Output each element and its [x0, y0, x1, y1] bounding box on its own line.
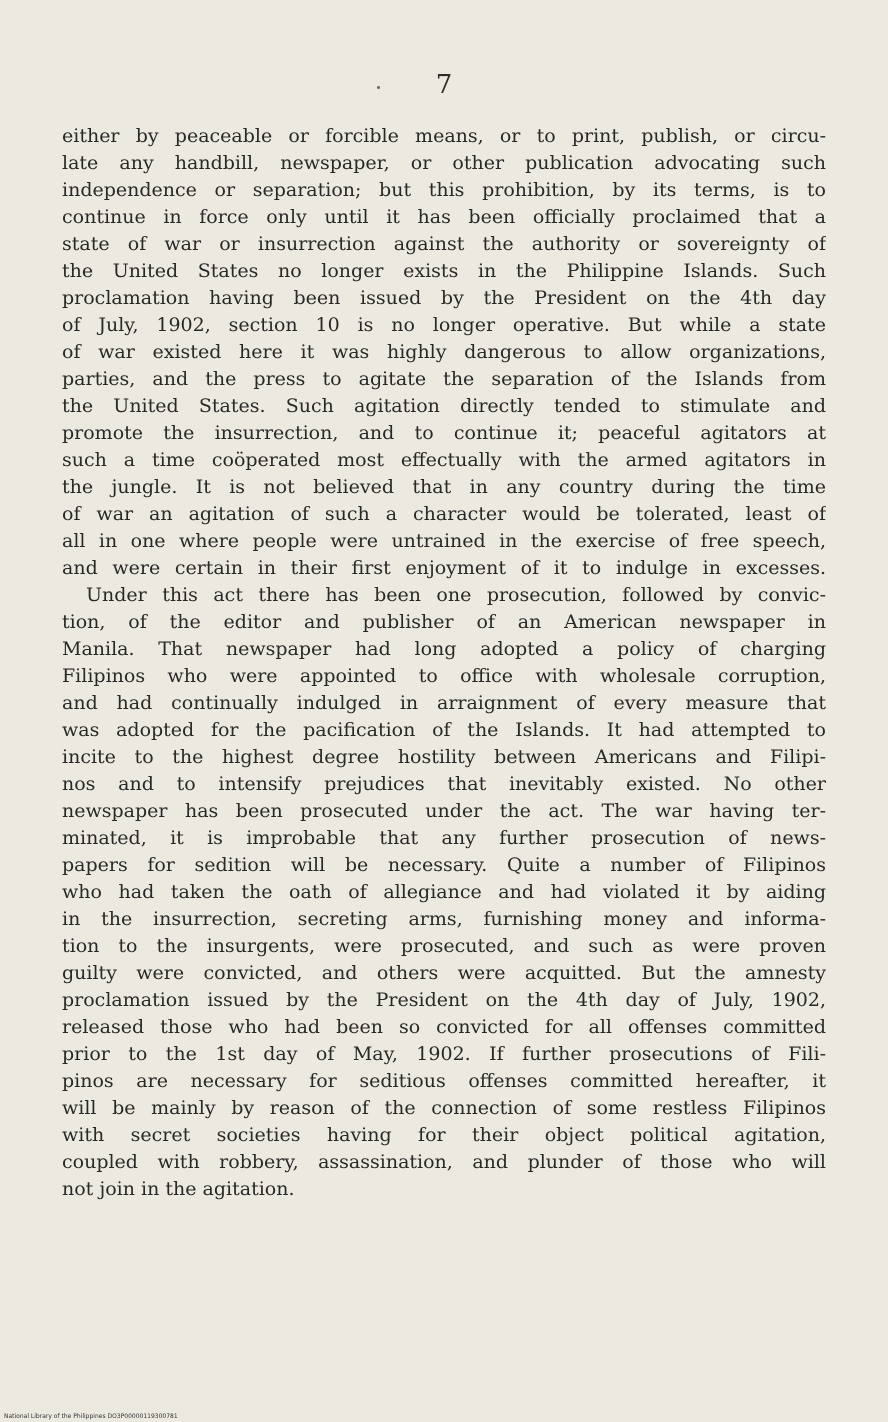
text-line: late any handbill, newspaper, or other publication advocating such — [62, 152, 826, 174]
text-line: nos and to intensify prejudices that inevitably existed. No other — [62, 773, 826, 795]
text-line: with secret societies having for their object political agitation, — [62, 1124, 826, 1146]
text-line: Filipinos who were appointed to office with wholesale corruption, — [62, 665, 826, 687]
text-line: pinos are necessary for seditious offenses committed hereafter, it — [62, 1070, 826, 1092]
scan-footer-note: National Library of the Philippines DO3P00000119300781 — [4, 1413, 178, 1420]
text-line: proclamation issued by the President on the 4th day of July, 1902, — [62, 989, 826, 1011]
text-line: prior to the 1st day of May, 1902. If further prosecutions of Fili- — [62, 1043, 826, 1065]
text-line: the jungle. It is not believed that in any country during the time — [62, 476, 826, 498]
text-line: in the insurrection, secreting arms, furnishing money and informa- — [62, 908, 826, 930]
text-line: proclamation having been issued by the President on the 4th day — [62, 287, 826, 309]
text-line: of war an agitation of such a character would be tolerated, least of — [62, 503, 826, 525]
text-line: promote the insurrection, and to continue it; peaceful agitators at — [62, 422, 826, 444]
text-line: tion to the insurgents, were prosecuted, and such as were proven — [62, 935, 826, 957]
text-line: guilty were convicted, and others were acquitted. But the amnesty — [62, 962, 826, 984]
text-line: parties, and the press to agitate the separation of the Islands from — [62, 368, 826, 390]
text-line: of war existed here it was highly dangerous to allow organizations, — [62, 341, 826, 363]
text-line: will be mainly by reason of the connection of some restless Filipinos — [62, 1097, 826, 1119]
text-line: either by peaceable or forcible means, or to print, publish, or circu- — [62, 125, 826, 147]
page-number: 7 — [435, 70, 453, 100]
text-line: not join in the agitation. — [62, 1178, 295, 1200]
text-line: tion, of the editor and publisher of an American newspaper in — [62, 611, 826, 633]
paragraph-1 — [62, 123, 826, 582]
text-line: such a time coöperated most effectually with the armed agitators in — [62, 449, 826, 471]
text-line: state of war or insurrection against the authority or sovereignty of — [62, 233, 826, 255]
text-line: Manila. That newspaper had long adopted a policy of charging — [62, 638, 826, 660]
text-line: all in one where people were untrained in the exercise of free speech, — [62, 530, 826, 552]
text-line: of July, 1902, section 10 is no longer operative. But while a state — [62, 314, 826, 336]
text-line: was adopted for the pacification of the Islands. It had attempted to — [62, 719, 826, 741]
text-line: and were certain in their first enjoyment of it to indulge in excesses. — [62, 557, 826, 579]
text-line: independence or separation; but this prohibition, by its terms, is to — [62, 179, 826, 201]
text-line: continue in force only until it has been officially proclaimed that a — [62, 206, 826, 228]
text-line: coupled with robbery, assassination, and plunder of those who will — [62, 1151, 826, 1173]
text-line: released those who had been so convicted for all offenses committed — [62, 1016, 826, 1038]
text-line: Under this act there has been one prosecution, followed by convic- — [86, 584, 826, 606]
paragraph-2 — [62, 582, 826, 1203]
print-speck — [377, 86, 380, 89]
body-text — [62, 123, 826, 1203]
text-line: newspaper has been prosecuted under the act. The war having ter- — [62, 800, 826, 822]
text-line: who had taken the oath of allegiance and had violated it by aiding — [62, 881, 826, 903]
text-line: the United States no longer exists in the Philippine Islands. Such — [62, 260, 826, 282]
text-line: and had continually indulged in arraignment of every measure that — [62, 692, 826, 714]
text-line: incite to the highest degree hostility between Americans and Filipi- — [62, 746, 826, 768]
text-line: papers for sedition will be necessary. Quite a number of Filipinos — [62, 854, 826, 876]
text-line: the United States. Such agitation directly tended to stimulate and — [62, 395, 826, 417]
text-line: minated, it is improbable that any further prosecution of news- — [62, 827, 826, 849]
